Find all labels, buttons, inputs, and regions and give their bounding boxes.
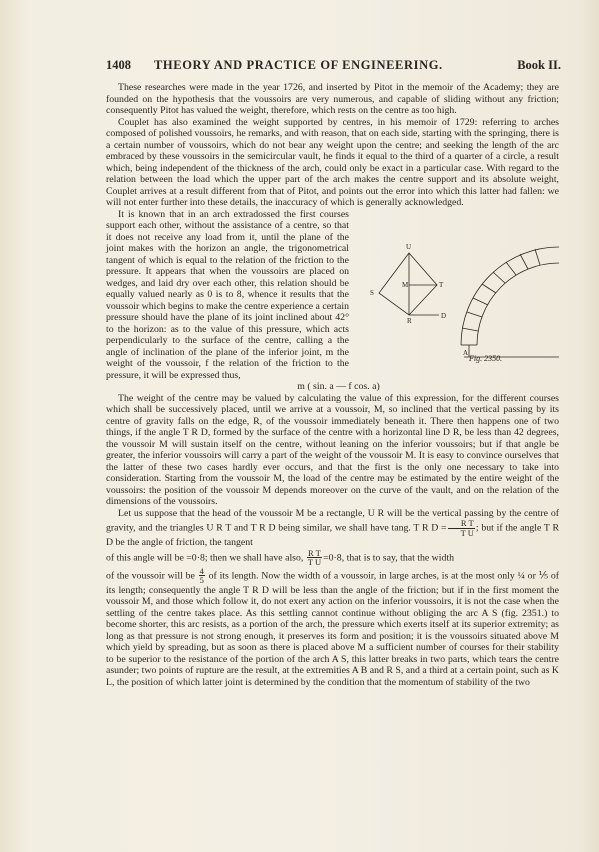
paragraph-pitot: These researches were made in the year 1726, and inserted by Pitot in the memoir of the Academy; they are founded on the hypothesis that the voussoirs are very numerous, and capable of sliding without any friction; consequently Pitot has valued the weight, therefore, which rests on the centre as too high. xyxy=(106,82,559,116)
paragraph-voussoir-width: of the voussoir will be $\frac{4}{5}$ of its length. Now the width of a voussoir, in large arches, is at the most only ¼ or ⅕ of its length; consequently the angle T R D will be less than the angle of the friction; but if in the first moment the voussoir M, and those which follow it, do not exert any action on the inferior voussoirs, it is not the case when the settling of the centre takes place. As this settling cannot continue without obliging the arc A S (fig. 2351.) to become shorter, this arc resists, as a portion of the arch, the pressure which exerts itself at its superior extremity; as long as that pressure is not strong enough, it preserves its form and position; it is the voussoirs situated above M which yield by spreading, but as soon as there is placed above M a sufficient number of courses for their stability to be superior to the resistance of the portion of the arch A S, this latter breaks in two parts, which tears the centre asunder; two points of rupture are the result, at the extremities A B and R S, and a third at a certain point, such as K L, the position of which latter joint is determined by the condition that the momentum of stability of the two xyxy=(106,565,560,688)
arch-diagram xyxy=(359,215,559,365)
paragraph-weight-of-centre: The weight of the centre may be valued by calculating the value of this expression, for the different courses which shall be successively placed, until we arrive at a voussoir, M, so inclined that the vertical passing by its centre of gravity falls on the edge, R, of the voussoir immediately beneath it. There then happens one of two things, if the angle T R D, formed by the surface of the centre with a horizontal line D R, be less than 42 degrees, the voussoir M will sustain itself on the centre, without leaning on the inferior voussoirs; but if that angle be greater, the inferior voussoirs will carry a part of the weight of the voussoir M. It is easy to convince ourselves that the latter of these two cases hardly ever occurs, and that the first is the only one necessary to take into consideration. Starting from the voussoir M, the load of the centre may be estimated by the entire weight of the voussoirs: the position of the voussoir M depends moreover on the curve of the vault, and on the relation of the dimensions of the voussoirs. xyxy=(106,392,559,507)
paragraph-couplet: Couplet has also examined the weight supported by centres, in his memoir of 1729: referring to arches composed of polished voussoirs, he remarks, and with reason, that on each side, starting with the springing, there is a certain number of voussoirs, which do not bear any weight upon the centre; and seeking the length of the arc embraced by these voussoirs in the semicircular vault, he finds it equal to the third of a quarter of a circle, a result which, being independent of the thickness of the arch, could only be exact in a particular case. With regard to the relation between the load which the upper part of the arch makes the centre support and its absolute weight, Couplet arrives at a result different from that of Pitot, and points out the error into which this latter had fallen: we will not enter further into these details, the inaccuracy of which is generally acknowledged. xyxy=(106,116,559,208)
fraction-rt-tu: $\frac{\text{R T}}{\text{T U}}$ xyxy=(448,519,475,537)
running-title: THEORY AND PRACTICE OF ENGINEERING. xyxy=(154,58,443,72)
figure-caption: Fig. 2350. xyxy=(469,353,503,363)
pressure-formula: m ( sin. a — f cos. a) xyxy=(297,381,380,392)
page-number: 1408 xyxy=(106,58,131,72)
label-a: A xyxy=(463,348,469,357)
label-u: U xyxy=(406,242,412,251)
book-label: Book II. xyxy=(517,58,561,72)
fraction-four-fifths: $\frac{4}{5}$ xyxy=(199,565,204,585)
fraction-rt-tu-2: $\frac{\text{R T}}{\text{T U}}$ xyxy=(307,547,322,567)
running-header xyxy=(106,58,561,74)
body-text xyxy=(106,82,559,688)
figure-2350 xyxy=(359,215,559,365)
paragraph-tangent-value: of this angle will be =0·8; then we shall have also, $\frac{\text{R T}}{\text{T U}}$ =0·8, that is to say, that the width xyxy=(106,547,454,567)
paragraph-rectangle-voussoir: Let us suppose that the head of the voussoir M be a rectangle, U R will be the vertical passing by the centre of gravity, and the triangles U R T and T R D being similar, we shall have tang. T R D = $\frac{\text{R T}}{\text{T U}}$ ; but if the angle T R D be the angle of friction, the tangent xyxy=(106,507,559,548)
arch-intrados xyxy=(477,263,559,345)
label-m: M xyxy=(402,280,409,289)
label-s: S xyxy=(370,288,374,297)
paragraph-extradossed: It is known that in an arch extradossed the first courses support each other, without the assistance of a centre, so that it does not receive any load from it, until the plane of the joint makes with the horizon an angle, the trigonometrical tangent of which is equal to the relation of the friction to the pressure. It appears that when the voussoirs are placed on wedges, and laid dry over each other, this relation should be equally valued nearly as 0 is to 8, whence it results that the voussoir which begins to make the centre experience a certain pressure should have the plane of its joint inclined about 42° to the horizon: as to the value of this pressure, which acts perpendicularly to the surface of the centre, calling a the angle of inclination of the plane of the inferior joint, m the weight of the voussoir, f the relation of the friction to the pressure, it will be expressed thus, xyxy=(106,208,349,381)
label-r: R xyxy=(407,316,412,325)
label-d: D xyxy=(441,311,447,320)
label-t: T xyxy=(439,280,444,289)
